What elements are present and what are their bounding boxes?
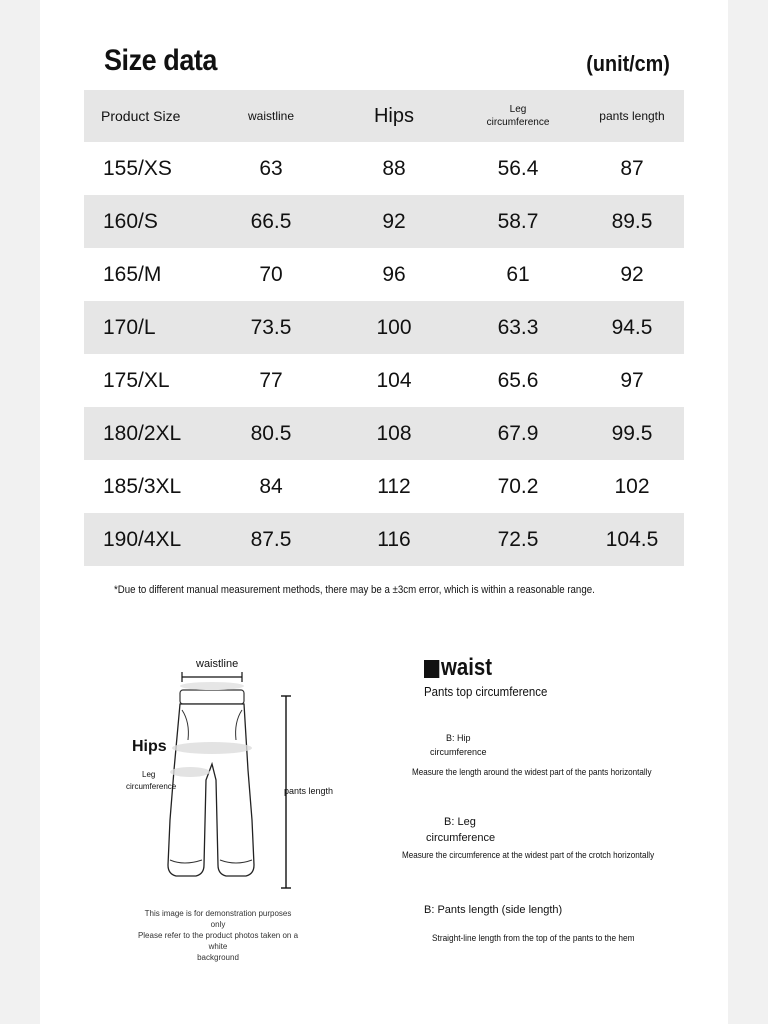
- cell-length: 102: [614, 474, 650, 498]
- page-title: Size data: [104, 44, 218, 77]
- cell-waistline: 77: [259, 368, 283, 392]
- legend-leg-title-line1: B: Leg: [444, 816, 476, 828]
- cell-size: 170/L: [103, 315, 156, 339]
- cell-leg: 65.6: [497, 368, 539, 392]
- diagram-hips-label: Hips: [132, 738, 167, 755]
- cell-length: 104.5: [605, 527, 659, 551]
- cell-leg: 72.5: [497, 527, 539, 551]
- waist-marker-icon: [424, 660, 439, 678]
- cell-leg: 56.4: [497, 156, 539, 180]
- table-row: [84, 301, 684, 354]
- cell-size: 155/XS: [103, 156, 172, 180]
- diagram-waistline-label: waistline: [196, 658, 239, 670]
- legend-length-title: B: Pants length (side length): [424, 904, 563, 916]
- cell-size: 185/3XL: [103, 474, 182, 498]
- cell-length: 97: [620, 368, 644, 392]
- unit-label: (unit/cm): [586, 51, 670, 76]
- table-row: [84, 248, 684, 301]
- header-leg-circumference: [456, 90, 580, 142]
- demo-line4: background: [197, 953, 239, 962]
- legend-waist-desc: Pants top circumference: [424, 684, 548, 699]
- diagram-leg-line1: Leg: [142, 770, 156, 779]
- cell-hips: 116: [377, 527, 411, 551]
- header-pants-length: pants length: [599, 109, 665, 123]
- table-row: [84, 460, 684, 513]
- cell-waistline: 73.5: [250, 315, 292, 339]
- table-header-row: [84, 90, 684, 142]
- demo-line2: only: [210, 920, 226, 929]
- cell-leg: 67.9: [497, 421, 539, 445]
- header-leg-line1: Leg: [509, 104, 527, 115]
- header-waistline: waistline: [247, 109, 295, 123]
- cell-waistline: 80.5: [250, 421, 292, 445]
- table-row: [84, 513, 684, 566]
- cell-leg: 70.2: [497, 474, 539, 498]
- legend-hip-title-line1: B: Hip: [446, 733, 471, 743]
- cell-size: 190/4XL: [103, 527, 182, 551]
- diagram-pants-length-label: pants length: [284, 786, 334, 796]
- legend-waist-title: waist: [424, 654, 492, 682]
- cell-hips: 92: [382, 209, 406, 233]
- cell-length: 92: [620, 262, 644, 286]
- cell-waistline: 63: [259, 156, 283, 180]
- legend-length-desc: Straight-line length from the top of the pants to the hem: [432, 933, 635, 943]
- cell-leg: 58.7: [497, 209, 539, 233]
- legend-leg-title-line2: circumference: [426, 832, 496, 844]
- header-leg-line2: circumference: [486, 117, 550, 128]
- waistline-arrow: [182, 672, 242, 682]
- cell-hips: 104: [376, 368, 412, 392]
- size-table: [84, 90, 684, 566]
- cell-leg: 61: [506, 262, 530, 286]
- cell-size: 165/M: [103, 262, 162, 286]
- cell-size: 180/2XL: [103, 421, 182, 445]
- cell-hips: 108: [376, 421, 412, 445]
- cell-length: 87: [620, 156, 644, 180]
- legend-leg-desc: Measure the circumference at the widest part of the crotch horizontally: [402, 850, 655, 860]
- cell-leg: 63.3: [497, 315, 539, 339]
- header-product-size: Product Size: [101, 108, 181, 124]
- size-chart-page: [40, 0, 728, 1024]
- legend-hip-title-line2: circumference: [430, 747, 487, 757]
- demo-disclaimer: [134, 908, 302, 963]
- cell-waistline: 66.5: [250, 209, 292, 233]
- cell-hips: 88: [382, 156, 406, 180]
- cell-hips: 100: [376, 315, 412, 339]
- measurement-note: *Due to different manual measurement methods, there may be a ±3cm error, which is within a reasonable range.: [114, 584, 595, 596]
- cell-size: 175/XL: [103, 368, 170, 392]
- diagram-leg-line2: circumference: [126, 782, 177, 791]
- table-row: [84, 195, 684, 248]
- cell-waistline: 87.5: [250, 527, 292, 551]
- header-hips: Hips: [373, 104, 414, 127]
- cell-size: 160/S: [103, 209, 158, 233]
- table-row: [84, 142, 684, 195]
- cell-length: 89.5: [611, 209, 653, 233]
- demo-line3: Please refer to the product photos taken on a white: [137, 931, 299, 951]
- cell-hips: 96: [382, 262, 406, 286]
- table-row: [84, 407, 684, 460]
- cell-waistline: 84: [259, 474, 283, 498]
- cell-length: 94.5: [611, 315, 653, 339]
- legend-hip-desc: Measure the length around the widest part of the pants horizontally: [412, 767, 652, 777]
- cell-hips: 112: [377, 474, 411, 498]
- cell-length: 99.5: [611, 421, 653, 445]
- table-row: [84, 354, 684, 407]
- cell-waistline: 70: [259, 262, 283, 286]
- demo-line1: This image is for demonstration purposes: [144, 909, 292, 918]
